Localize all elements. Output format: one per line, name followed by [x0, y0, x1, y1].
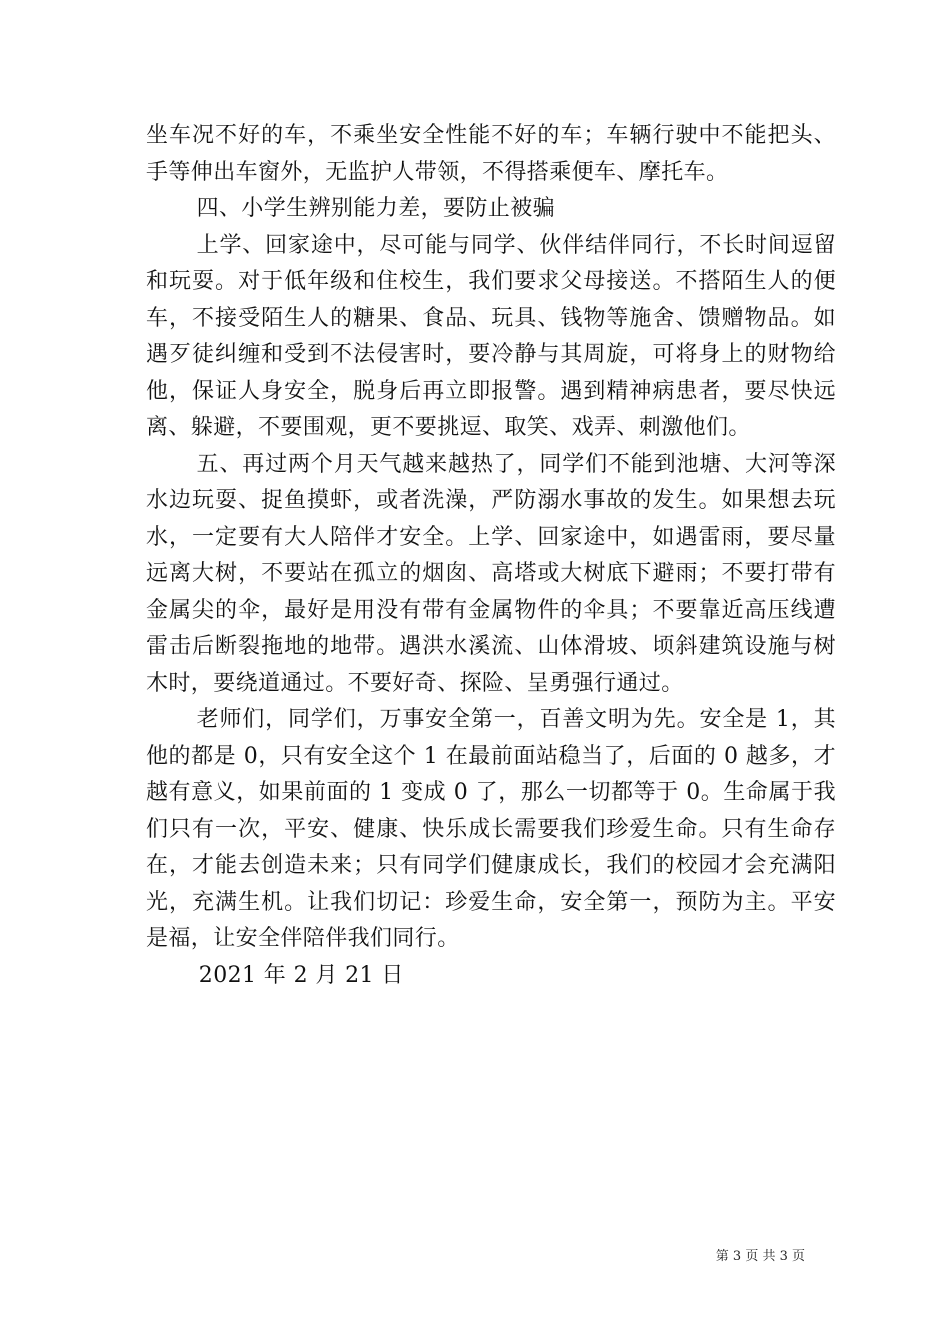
- document-body: [146, 118, 836, 994]
- paragraph-heading-4: 四、小学生辨别能力差，要防止被骗: [196, 196, 555, 221]
- document-date: 2021 年 2 月 21 日: [198, 962, 404, 988]
- paragraph-1: 坐车况不好的车，不乘坐安全性能不好的车；车辆行驶中不能把头、手等伸出车窗外，无监护人带领，不得搭乘便车、摩托车。: [146, 123, 836, 185]
- paragraph-5: 老师们，同学们，万事安全第一，百善文明为先。安全是 1，其他的都是 0，只有安全这个 1 在最前面站稳当了，后面的 0 越多，才越有意义，如果前面的 1 变成 0 了，那么一切都等于 0。生命属于我们只有一次，平安、健康、快乐成长需要我们珍爱生命。只有生命存在，才能去创造未来；只有同学们健康成长，我们的校园才会充满阳光，充满生机。让我们切记：珍爱生命，安全第一，预防为主。平安是福，让安全伴陪伴我们同行。: [146, 707, 836, 951]
- paragraph-3: 上学、回家途中，尽可能与同学、伙伴结伴同行，不长时间逗留和玩耍。对于低年级和住校生，我们要求父母接送。不搭陌生人的便车，不接受陌生人的糖果、食品、玩具、钱物等施舍、馈赠物品。如遇歹徒纠缠和受到不法侵害时，要冷静与其周旋，可将身上的财物给他，保证人身安全，脱身后再立即报警。遇到精神病患者，要尽快远离、躲避，不要围观，更不要挑逗、取笑、戏弄、刺激他们。: [146, 232, 836, 440]
- page-number-footer: 第 3 页 共 3 页: [715, 1249, 805, 1264]
- paragraph-4: 五、再过两个月天气越来越热了，同学们不能到池塘、大河等深水边玩耍、捉鱼摸虾，或者洗澡，严防溺水事故的发生。如果想去玩水，一定要有大人陪伴才安全。上学、回家途中，如遇雷雨，要尽量远离大树，不要站在孤立的烟囱、高塔或大树底下避雨；不要打带有金属尖的伞，最好是用没有带有金属物件的伞具；不要靠近高压线遭雷击后断裂拖地的地带。遇洪水溪流、山体滑坡、顷斜建筑设施与树木时，要绕道通过。不要好奇、探险、呈勇强行通过。: [146, 451, 836, 696]
